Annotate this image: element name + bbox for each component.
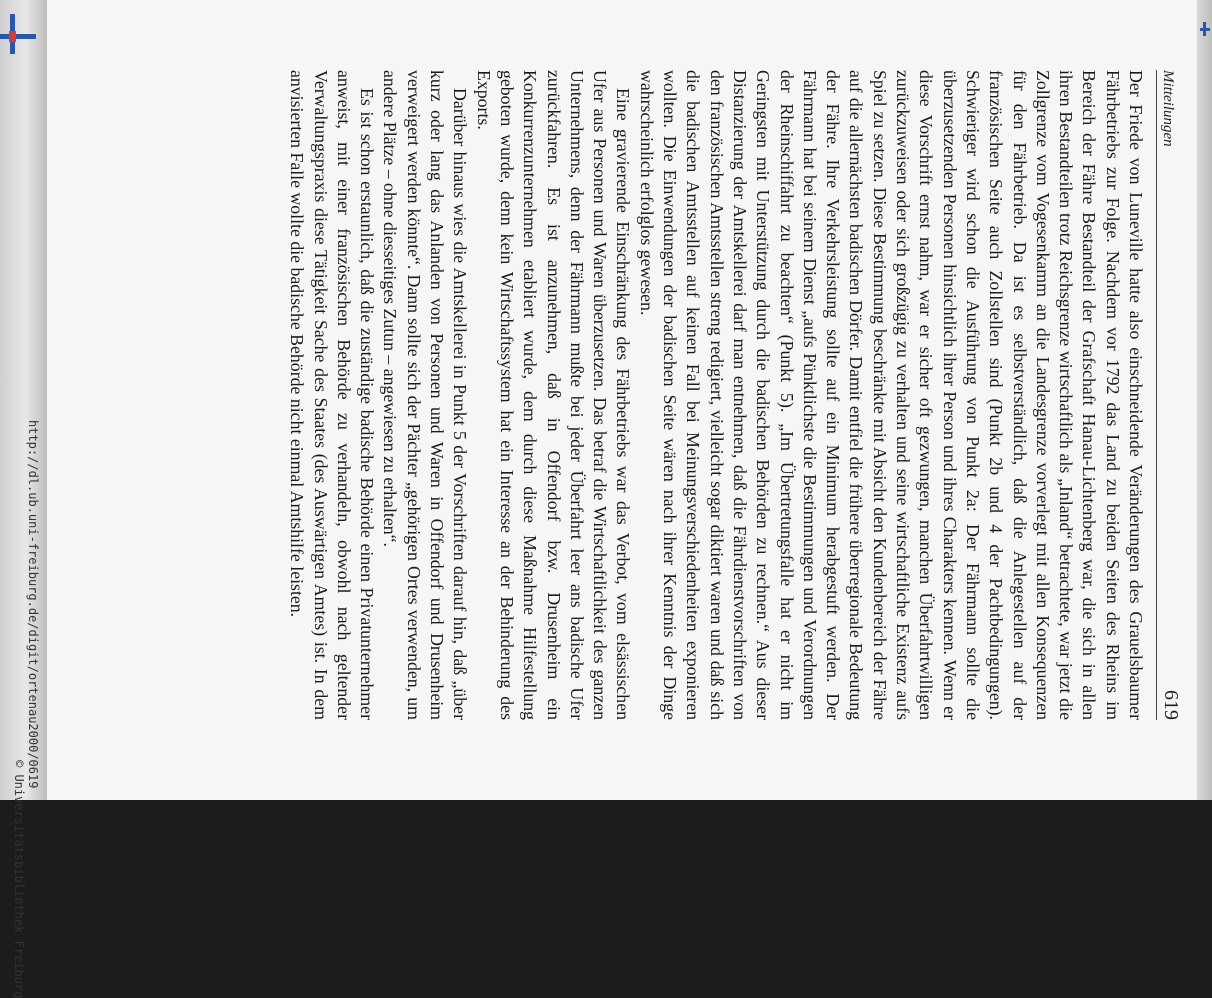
library-logo-icon	[0, 14, 36, 54]
running-head	[1159, 70, 1182, 720]
right-margin-strip	[1197, 0, 1212, 800]
body-text	[285, 70, 1147, 720]
copyright-notice: © Universitätsbibliothek Freiburg	[12, 760, 26, 998]
page-number: 619	[1160, 690, 1182, 720]
left-margin-strip	[0, 0, 47, 998]
paragraph: Es ist schon erstaunlich, daß die zuständige badische Behörde einen Privatunternehmer anweist, mit einer französischen Behörde zu verhandeln, obwohl nach geltender Verwaltungspraxis diese Tätigkeit Sache des Staates (des Auswärtigen Amtes) ist. In dem anvisierten Falle wollte die badische Behörde nicht einmal Amtshilfe leisten.	[287, 70, 378, 720]
paragraph: Eine gravierende Einschränkung des Fährbetriebs war das Verbot, vom elsässischen Ufer aus Personen und Waren überzusetzen. Das betraf die Wirtschaftlichkeit des ganzen Unternehmens, denn der Fährmann mußte bei jeder Überfahrt leer ans badische Ufer zurückfahren. Es ist anzunehmen, daß in Offendorf bzw. Drusenheim ein Konkurrenzunternehmen etabliert wurde, dem durch diese Maßnahme Hilfestellung geboten wurde, denn kein Wirtschaftssystem hat ein Interesse an der Behinderung des Exports.	[473, 70, 634, 720]
running-head-title: Mitteilungen	[1160, 70, 1176, 147]
page-url: http://dl.ub.uni-freiburg.de/digit/ortenau2000/0619	[26, 420, 40, 789]
paragraph: Darüber hinaus wies die Amtskellerei in Punkt 5 der Vorschriften darauf hin, daß „über kurz oder lang das Anlanden von Personen und Waren in Offendorf und Drusenheim verweigert werden könnte“. Dann sollte sich der Pächter „gehörigen Ortes verwenden, um andere Plätze – ohne diesseitiges Zutun – angewiesen zu erhalten“.	[380, 70, 471, 720]
scanned-page	[47, 0, 1197, 800]
library-logo-icon	[1200, 22, 1210, 36]
paragraph: Der Friede von Luneville hatte also einschneidende Veränderungen des Grauelsbaumer Fährbetriebs zur Folge. Nachdem vor 1792 das Land zu beiden Seiten des Rheins im Bereich der Fähre Bestandteil der Grafschaft Hanau-Lichtenberg war, die sich in allen ihren Bestandteilen trotz Reichsgrenze wirtschaftlich als „Inland“ betrachtete, war jetzt die Zollgrenze vom Vogesenkamm an die Landesgrenze vorverlegt mit allen Konsequenzen für den Fährbetrieb. Da ist es selbstverständlich, daß die Anlegestellen auf der französischen Seite auch Zollstellen sind (Punkt 2b und 4 der Pachtbedingungen). Schwieriger wird schon die Ausführung von Punkt 2a: Der Fährmann sollte die überzusetzenden Personen hinsichtlich ihrer Person und ihres Charakters kennen. Wenn er diese Vorschrift ernst nahm, war er sicher oft gezwungen, manchen Überfahrtwilligen zurückzuweisen oder sich großzügig zu verhalten und seine wirtschaftliche Existenz aufs Spiel zu setzen. Diese Bestimmung beschränkte mit Absicht den Kundenbereich der Fähre auf die allernächsten badischen Dörfer. Damit entfiel die frühere überregionale Bedeutung der Fähre. Ihre Verkehrsleistung sollte auf ein Minimum herabgestuft werden. Der Fährmann hat bei seinem Dienst „aufs Pünktlichste die Bestimmungen und Verordnungen der Rheinschiffahrt zu beachten“ (Punkt 5). „Im Übertretungsfalle hat er nicht im Geringsten mit Unterstützung durch die badischen Behörden zu rechnen.“ Aus dieser Distanzierung der Amtskellerei darf man entnehmen, daß die Fährdienstvorschriften von den französischen Amtsstellen streng redigiert, vielleicht sogar diktiert waren und daß sich die badischen Amtsstellen auf keinen Fall bei Meinungsverschiedenheiten exponieren wollten. Die Einwendungen der badischen Seite wären nach ihrer Kenntnis der Dinge wahrscheinlich erfolglos gewesen.	[636, 70, 1146, 720]
page-content	[47, 0, 1197, 800]
header-rule	[1156, 70, 1157, 720]
